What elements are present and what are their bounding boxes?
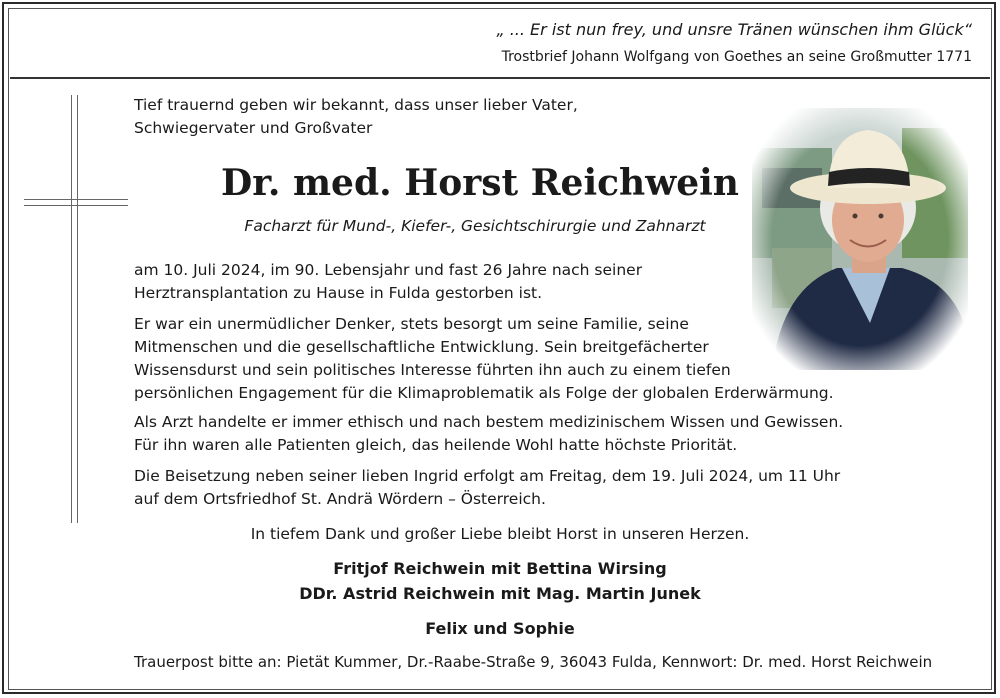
family-line-3: Felix und Sophie: [425, 619, 575, 638]
intro-text: Tief trauernd geben wir bekannt, dass unser lieber Vater, Schwiegervater und Großvater: [134, 96, 578, 137]
cross-icon: [24, 95, 128, 523]
paragraph-funeral: Die Beisetzung neben seiner lieben Ingrid erfolgt am Freitag, dem 19. Juli 2024, um 11 Uhr auf dem Ortsfriedhof St. Andrä Wördern – Österreich.: [134, 467, 841, 508]
family-line-2: DDr. Astrid Reichwein mit Mag. Martin Junek: [299, 584, 701, 603]
goethe-quote: „ ... Er ist nun frey, und unsre Tränen wünschen ihm Glück“: [496, 20, 972, 39]
paragraph-death: am 10. Juli 2024, im 90. Lebensjahr und fast 26 Jahre nach seiner Herztransplantation zu Hause in Fulda gestorben ist.: [134, 261, 643, 302]
family-line-1: Fritjof Reichwein mit Bettina Wirsing: [333, 559, 667, 578]
deceased-name: Dr. med. Horst Reichwein: [221, 162, 739, 204]
mourning-mail-address: Trauerpost bitte an: Pietät Kummer, Dr.-Raabe-Straße 9, 36043 Fulda, Kennwort: Dr. med. Horst Reichwein: [134, 653, 933, 671]
paragraph-character: Er war ein unermüdlicher Denker, stets besorgt um seine Familie, seine Mitmenschen und die gesellschaftliche Entwicklung. Sein breitgefächerter Wissensdurst und sein politisches Interesse führten ihn auch zu einem tiefen persönlichen Engagement für die Klimaproblematik als Folge der globalen Erderwärmung.: [134, 315, 834, 402]
paragraph-doctor: Als Arzt handelte er immer ethisch und nach bestem medizinischem Wissen und Gewissen. Für ihn waren alle Patienten gleich, das heilende Wohl hatte höchste Priorität.: [134, 413, 844, 454]
closing-line: In tiefem Dank und großer Liebe bleibt Horst in unseren Herzen.: [250, 525, 750, 543]
quote-source: Trostbrief Johann Wolfgang von Goethes an seine Großmutter 1771: [501, 49, 972, 65]
deceased-profession: Facharzt für Mund-, Kiefer-, Gesichtschirurgie und Zahnarzt: [244, 217, 706, 235]
portrait-photo: [752, 108, 968, 370]
header-divider: [10, 77, 990, 79]
